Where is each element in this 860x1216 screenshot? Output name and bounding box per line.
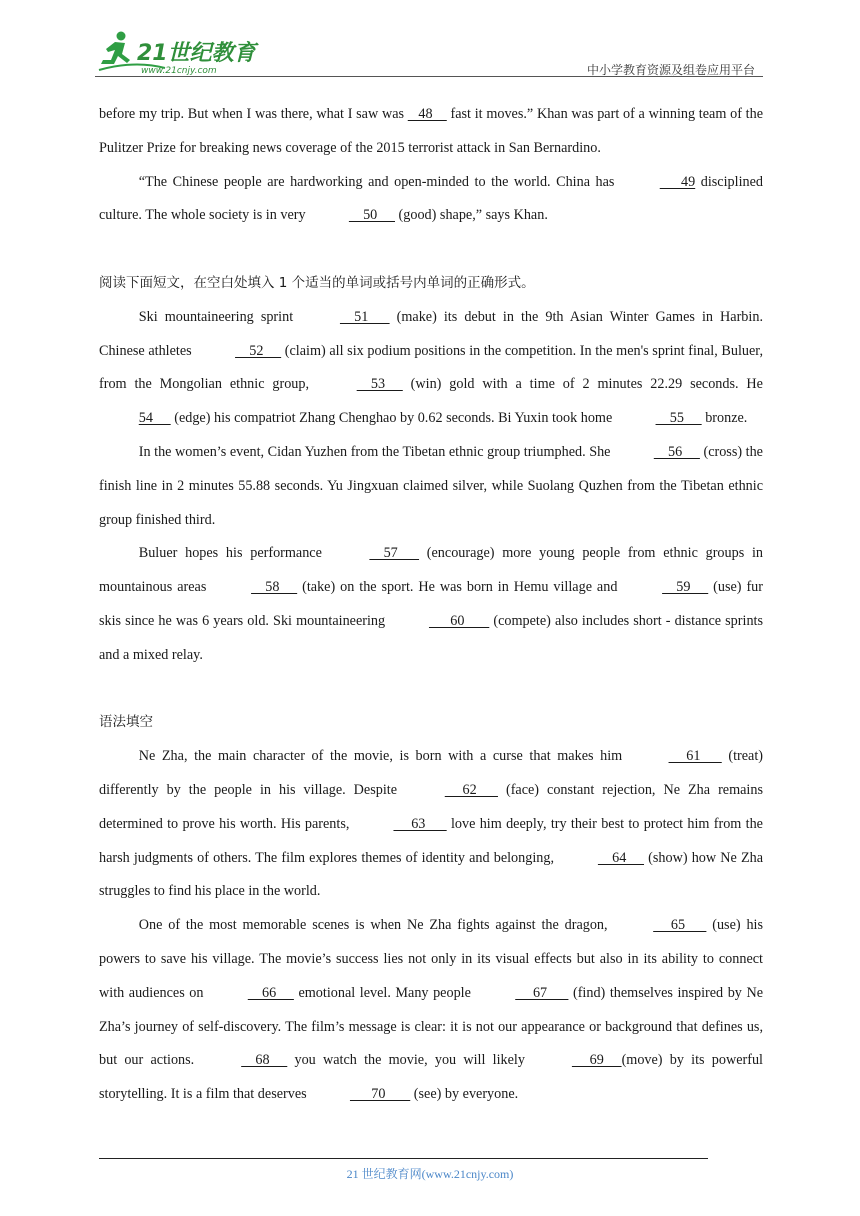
passage-text: bronze. [701, 410, 748, 427]
answer-blank[interactable]: 67 [515, 984, 569, 1001]
passage-text: Ski mountaineering sprint [138, 308, 301, 325]
answer-blank[interactable]: 68 [241, 1052, 288, 1069]
answer-blank[interactable]: 49 [659, 173, 696, 190]
passage-text: (use) his powers to save his village. The movie’s success lies not only in its visual effects but also in its ability to connect with audiences on [99, 917, 764, 1001]
section-3-instruction: 语法填空 [99, 714, 153, 731]
document-body [99, 98, 763, 1112]
passage-text: (find) themselves inspired by Ne Zha’s journey of self-discovery. The film’s message is clear: it is not our appearance or background that defines us, but our actions. [99, 984, 764, 1069]
passage-text: emotional level. Many people [293, 984, 476, 1001]
passage-section-1 [99, 98, 763, 233]
answer-blank[interactable]: 58 [251, 579, 298, 596]
answer-blank[interactable]: 48 [407, 106, 447, 122]
passage-text: disciplined culture. The whole society is in very [99, 173, 763, 224]
passage-text: One of the most memorable scenes is when Ne Zha fights against the dragon, [138, 917, 614, 934]
passage-text: Ne Zha, the main character of the movie, is born with a curse that makes him [138, 748, 629, 765]
passage-text: “The Chinese people are hardworking and open-minded to the world. China has [138, 173, 620, 190]
passage-section-3 [99, 740, 763, 1112]
passage-text: (face) constant rejection, Ne Zha remains determined to prove his worth. His parents, [99, 781, 763, 832]
site-logo[interactable] [95, 30, 265, 76]
paragraph [99, 436, 763, 537]
header-divider [95, 76, 763, 77]
passage-text: (good) shape,” says Khan. [395, 207, 548, 224]
paragraph [99, 740, 763, 909]
answer-blank[interactable]: 53 [356, 376, 403, 393]
passage-text: (see) by everyone. [410, 1086, 519, 1103]
passage-text: (take) on the sport. He was born in Hemu village and [297, 579, 623, 596]
answer-blank[interactable]: 57 [369, 545, 420, 562]
paragraph [99, 537, 763, 672]
passage-text: (make) its debut in the 9th Asian Winter Games in Harbin. Chinese athletes [99, 308, 763, 359]
passage-text: (use) fur skis since he was 6 years old. Ski mountaineering [99, 579, 763, 629]
runner-logo-icon [95, 30, 265, 76]
answer-blank[interactable]: 50 [348, 207, 395, 224]
passage-text: love him deeply, try their best to protect him from the harsh judgments of others. The film explores themes of identity and belonging, [99, 815, 763, 866]
paragraph [99, 301, 763, 436]
passage-text: (show) how Ne Zha struggles to find his place in the world. [99, 849, 763, 900]
passage-text: before my trip. But when I was there, what I saw was [99, 106, 408, 122]
section-2-instruction: 阅读下面短文，在空白处填入 1 个适当的单词或括号内单词的正确形式。 [99, 274, 535, 291]
paragraph [99, 98, 763, 166]
passage-text: In the women’s event, Cidan Yuzhen from the Tibetan ethnic group triumphed. She [138, 443, 615, 460]
logo-text: 21世纪教育 [137, 41, 256, 66]
answer-blank[interactable]: 61 [668, 748, 722, 765]
answer-blank[interactable]: 64 [597, 849, 645, 866]
passage-text: (compete) also includes short - distance sprints and a mixed relay. [99, 612, 763, 663]
passage-text: (move) by its powerful storytelling. It is a film that deserves [99, 1052, 763, 1103]
footer-source-text[interactable]: 21 世纪教育网(www.21cnjy.com) [346, 1167, 514, 1181]
answer-blank[interactable]: 65 [653, 917, 707, 934]
passage-text: you watch the movie, you will likely [287, 1052, 533, 1069]
answer-blank[interactable]: 70 [349, 1086, 411, 1103]
logo-url: www.21cnjy.com [141, 66, 217, 76]
answer-blank[interactable]: 63 [393, 815, 447, 832]
paragraph [99, 909, 763, 1112]
answer-blank[interactable]: 60 [428, 612, 490, 629]
answer-blank[interactable]: 54 [138, 410, 171, 427]
passage-text: (encourage) more young people from ethnic groups in mountainous areas [99, 545, 763, 596]
passage-text: (edge) his compatriot Zhang Chenghao by 0.62 seconds. Bi Yuxin took home [170, 410, 616, 427]
answer-blank[interactable]: 55 [655, 410, 702, 427]
answer-blank[interactable]: 56 [653, 443, 700, 460]
passage-text: fast it moves.” Khan was part of a winning team of the Pulitzer Prize for breaking news coverage of the 2015 terrorist attack in San Bernardino. [99, 106, 763, 156]
answer-blank[interactable]: 59 [662, 579, 709, 596]
footer-divider [99, 1158, 708, 1159]
passage-text: (cross) the finish line in 2 minutes 55.88 seconds. Yu Jingxuan claimed silver, while Suolang Quzhen from the Tibetan ethnic group finished third. [99, 443, 763, 528]
page-header [95, 30, 763, 78]
answer-blank[interactable]: 51 [339, 308, 390, 325]
answer-blank[interactable]: 66 [247, 984, 294, 1001]
passage-text: (treat) differently by the people in his village. Despite [99, 748, 763, 798]
header-platform-text: 中小学教育资源及组卷应用平台 [586, 63, 755, 77]
answer-blank[interactable]: 69 [571, 1052, 622, 1069]
paragraph [99, 166, 763, 234]
passage-section-2 [99, 301, 763, 673]
passage-text: Buluer hopes his performance [138, 545, 330, 562]
answer-blank[interactable]: 62 [444, 781, 498, 798]
passage-text: (claim) all six podium positions in the competition. In the men's sprint final, Buluer, from the Mongolian ethnic group, [99, 342, 763, 393]
passage-text: (win) gold with a time of 2 minutes 22.29 seconds. He [402, 376, 763, 393]
answer-blank[interactable]: 52 [235, 342, 282, 359]
